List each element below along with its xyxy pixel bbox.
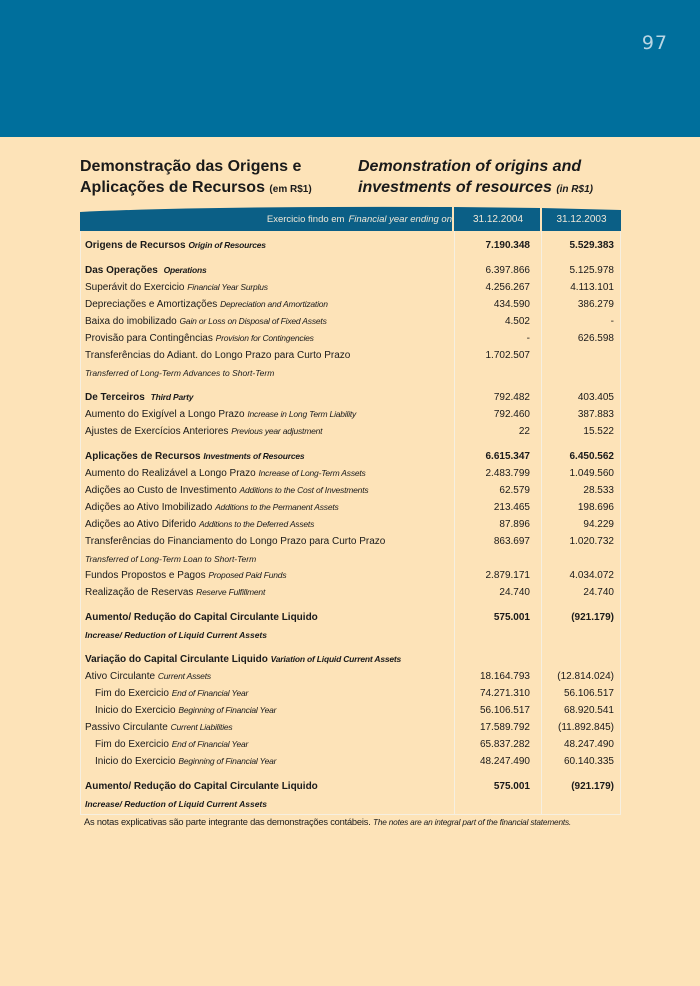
row-label-pt: Aplicações de Recursos <box>85 451 201 462</box>
row-label-en: Current Assets <box>157 671 211 681</box>
row-label-en: Transferred of Long-Term Loan to Short-Term <box>85 553 257 564</box>
value-2003: 68.920.541 <box>563 705 614 716</box>
row-label-en: Origin of Resources <box>188 240 266 250</box>
value-2003: 1.049.560 <box>569 468 614 479</box>
value-2004: 575.001 <box>493 612 530 623</box>
value-2004: 74.271.310 <box>479 688 530 699</box>
row-label-pt: Ajustes de Exercícios Anteriores <box>85 426 229 437</box>
value-2003: 403.405 <box>577 392 614 403</box>
row-label-pt: Transferências do Financiamento do Longo Prazo para Curto Prazo <box>85 536 386 547</box>
row-label-en: Increase of Long-Term Assets <box>258 468 366 478</box>
row-label-pt: Adições ao Custo de Investimento <box>85 485 237 496</box>
row-label <box>81 536 455 547</box>
row-label <box>81 671 455 682</box>
value-2004: 1.702.507 <box>485 350 530 361</box>
row-label <box>81 316 455 327</box>
row-label <box>81 282 455 293</box>
value-2004: 213.465 <box>493 502 530 513</box>
row-label-pt: De Terceiros <box>85 392 145 403</box>
row-label <box>81 426 455 437</box>
row-label <box>81 392 455 403</box>
table-row <box>81 567 620 584</box>
value-2003: 94.229 <box>583 519 614 530</box>
row-label-pt: Das Operações <box>85 265 158 276</box>
table-row <box>81 702 620 719</box>
table-row <box>81 237 620 254</box>
value-2004: 2.879.171 <box>485 570 530 581</box>
value-2004: 434.590 <box>493 299 530 310</box>
value-2003: 6.450.562 <box>569 451 614 462</box>
footnote <box>84 817 571 827</box>
row-label <box>81 485 455 496</box>
table-row <box>81 795 620 812</box>
table-row <box>81 685 620 702</box>
value-2004: 65.837.282 <box>479 739 530 750</box>
row-label-pt: Transferências do Adiant. do Longo Prazo para Curto Prazo <box>85 350 351 361</box>
table-row <box>81 516 620 533</box>
row-label <box>81 688 455 699</box>
table-body <box>80 231 621 815</box>
table-row <box>81 550 620 567</box>
value-2003: 4.034.072 <box>569 570 614 581</box>
value-2003: (12.814.024) <box>557 671 614 682</box>
row-label-pt: Aumento do Exigível a Longo Prazo <box>85 409 245 420</box>
table-row <box>81 406 620 423</box>
header-label <box>80 214 452 225</box>
table-row <box>81 736 620 753</box>
column-divider <box>541 231 542 814</box>
row-label-en: Provision for Contingencies <box>215 333 314 343</box>
row-label <box>81 451 455 462</box>
title-english <box>358 156 638 200</box>
table-row <box>81 753 620 770</box>
table-row <box>81 482 620 499</box>
row-label <box>81 722 455 733</box>
value-2004: 863.697 <box>493 536 530 547</box>
row-label-en: Increase/ Reduction of Liquid Current Assets <box>85 629 267 640</box>
title-en-line2-text: investments of resources <box>358 179 552 196</box>
column-divider <box>454 231 455 814</box>
value-2004: 792.482 <box>493 392 530 403</box>
row-label-en: Additions to the Cost of Investments <box>239 485 369 495</box>
row-label-pt: Provisão para Contingências <box>85 333 213 344</box>
row-label <box>81 299 455 310</box>
value-2003: 28.533 <box>583 485 614 496</box>
value-2004: 575.001 <box>493 781 530 792</box>
row-label-pt: Fundos Propostos e Pagos <box>85 570 206 581</box>
row-label <box>81 409 455 420</box>
value-2004: 87.896 <box>499 519 530 530</box>
value-2004: 4.256.267 <box>485 282 530 293</box>
title-en-line1: Demonstration of origins and <box>358 158 582 175</box>
table-row <box>81 347 620 364</box>
row-label <box>81 502 455 513</box>
row-label-en: Third Party <box>150 392 194 402</box>
row-label <box>81 468 455 479</box>
title-en-unit: (in R$1) <box>556 184 593 195</box>
title-en-line2 <box>358 177 638 200</box>
value-2004: 24.740 <box>499 587 530 598</box>
table-row <box>81 719 620 736</box>
value-2003: 387.883 <box>577 409 614 420</box>
table-row <box>81 465 620 482</box>
footnote-en: The notes are an integral part of the financial statements. <box>372 817 572 827</box>
value-2003: (921.179) <box>571 781 614 792</box>
row-label-en: Operations <box>163 265 207 275</box>
row-label-pt: Aumento/ Redução do Capital Circulante Liquido <box>85 781 318 792</box>
row-label-pt: Fim do Exercicio <box>95 688 169 699</box>
row-label-pt: Passivo Circulante <box>85 722 168 733</box>
footnote-pt: As notas explicativas são parte integrante das demonstrações contábeis. <box>84 817 371 827</box>
value-2004: 4.502 <box>504 316 530 327</box>
top-color-band <box>0 0 700 137</box>
row-label <box>81 630 455 640</box>
table-row <box>81 330 620 347</box>
row-label <box>81 781 455 792</box>
row-label-en: Variation of Liquid Current Assets <box>270 654 402 664</box>
table-row <box>81 609 620 626</box>
row-label-en: Financial Year Surplus <box>187 282 268 292</box>
value-2003: (11.892.845) <box>558 722 614 733</box>
table-row <box>81 279 620 296</box>
table-row <box>81 423 620 440</box>
row-label <box>81 799 455 809</box>
title-pt-line1: Demonstração das Origens e <box>80 158 302 175</box>
header-col-2003: 31.12.2003 <box>556 214 607 225</box>
row-label-pt: Ativo Circulante <box>85 671 156 682</box>
row-label <box>81 756 455 767</box>
row-label-pt: Aumento/ Redução do Capital Circulante Liquido <box>85 612 318 623</box>
value-2003: 56.106.517 <box>563 688 614 699</box>
value-2004: 22 <box>518 426 530 437</box>
row-label <box>81 739 455 750</box>
value-2004: 62.579 <box>499 485 530 496</box>
page-number: 97 <box>641 32 668 54</box>
row-label-en: End of Financial Year <box>171 739 249 749</box>
row-label-pt: Adições ao Ativo Imobilizado <box>85 502 213 513</box>
title-pt-line2 <box>80 177 350 200</box>
table-row <box>81 668 620 685</box>
row-label-en: Investments of Resources <box>203 451 305 461</box>
row-label-pt: Origens de Recursos <box>85 240 186 251</box>
row-label-pt: Inicio do Exercicio <box>95 705 176 716</box>
title-pt-unit: (em R$1) <box>269 184 312 195</box>
table-row <box>81 296 620 313</box>
title-portuguese <box>80 156 350 200</box>
table-row <box>81 389 620 406</box>
value-2004: 17.589.792 <box>479 722 530 733</box>
table-row <box>81 262 620 279</box>
row-label-pt: Realização de Reservas <box>85 587 194 598</box>
value-2003: 60.140.335 <box>563 756 614 767</box>
row-label <box>81 350 455 361</box>
value-2003: 48.247.490 <box>563 739 614 750</box>
row-label-pt: Aumento do Realizável a Longo Prazo <box>85 468 256 479</box>
row-label <box>81 554 455 564</box>
table-row <box>81 448 620 465</box>
table-row <box>81 626 620 643</box>
value-2004: 6.615.347 <box>485 451 530 462</box>
value-2003: 4.113.101 <box>570 282 614 293</box>
value-2003: (921.179) <box>571 612 614 623</box>
row-label-en: Additions to the Deferred Assets <box>198 519 315 529</box>
row-label-en: Gain or Loss on Disposal of Fixed Assets <box>179 316 327 326</box>
row-label-pt: Depreciações e Amortizações <box>85 299 218 310</box>
table-row <box>81 364 620 381</box>
row-label <box>81 265 455 276</box>
table-row <box>81 651 620 668</box>
row-label <box>81 333 455 344</box>
row-label <box>81 519 455 530</box>
row-label-en: Beginning of Financial Year <box>178 705 277 715</box>
value-2004: 56.106.517 <box>479 705 530 716</box>
value-2003: 5.125.978 <box>569 265 614 276</box>
row-label-en: Previous year adjustment <box>231 426 323 436</box>
row-label <box>81 612 455 623</box>
table-row <box>81 499 620 516</box>
value-2004: 18.164.793 <box>479 671 530 682</box>
row-label <box>81 368 455 378</box>
row-label-en: Current Liabilities <box>170 722 233 732</box>
title-pt-line2-text: Aplicações de Recursos <box>80 179 265 196</box>
table-row <box>81 584 620 601</box>
header-label-en: Financial year ending on <box>348 214 452 225</box>
financial-table <box>80 206 621 815</box>
header-label-pt: Exercicio findo em <box>266 214 345 225</box>
row-label-en: Proposed Paid Funds <box>208 570 287 580</box>
row-label <box>81 587 455 598</box>
row-label-pt: Baixa do imobilizado <box>85 316 177 327</box>
value-2003: 626.598 <box>577 333 614 344</box>
value-2004: 7.190.348 <box>485 240 530 251</box>
row-label <box>81 654 455 665</box>
value-2003: 24.740 <box>583 587 614 598</box>
row-label-en: Increase in Long Term Liability <box>247 409 357 419</box>
header-col-2004: 31.12.2004 <box>472 214 524 225</box>
row-label <box>81 705 455 716</box>
row-label-en: Beginning of Financial Year <box>178 756 277 766</box>
value-2003: 386.279 <box>577 299 614 310</box>
value-2003: - <box>610 316 614 327</box>
row-label-en: Reserve Fulfillment <box>196 587 266 597</box>
row-label-en: Additions to the Permanent Assets <box>215 502 339 512</box>
row-label <box>81 240 455 251</box>
value-2004: 792.460 <box>493 409 530 420</box>
table-row <box>81 533 620 550</box>
value-2004: 48.247.490 <box>479 756 530 767</box>
value-2003: 5.529.383 <box>569 240 614 251</box>
row-label-en: Depreciation and Amortization <box>220 299 328 309</box>
value-2003: 15.522 <box>583 426 614 437</box>
row-label-pt: Inicio do Exercicio <box>95 756 176 767</box>
row-label-pt: Variação do Capital Circulante Liquido <box>85 654 268 665</box>
row-label-en: End of Financial Year <box>171 688 249 698</box>
row-label-en: Transferred of Long-Term Advances to Short-Term <box>85 367 275 378</box>
row-label <box>81 570 455 581</box>
row-label-pt: Adições ao Ativo Diferido <box>85 519 197 530</box>
value-2004: 6.397.866 <box>485 265 530 276</box>
value-2003: 1.020.732 <box>569 536 614 547</box>
table-row <box>81 313 620 330</box>
row-label-pt: Fim do Exercicio <box>95 739 169 750</box>
row-label-pt: Superávit do Exercicio <box>85 282 185 293</box>
value-2004: 2.483.799 <box>485 468 530 479</box>
table-row <box>81 778 620 795</box>
value-2003: 198.696 <box>577 502 614 513</box>
value-2004: - <box>526 333 530 344</box>
table-header <box>80 206 621 231</box>
row-label-en: Increase/ Reduction of Liquid Current Assets <box>85 798 267 809</box>
